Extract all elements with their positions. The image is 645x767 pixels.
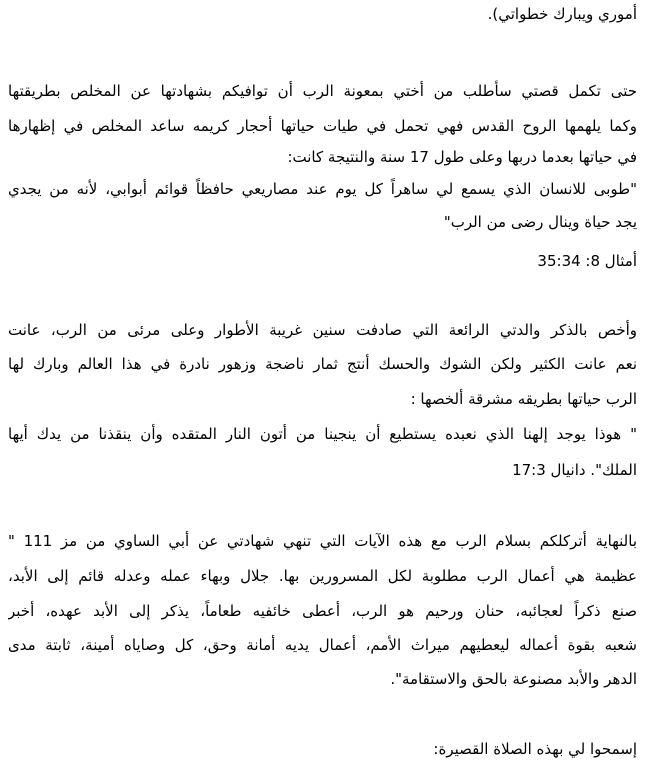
text-line: في حياتها بعدما دربها وعلى طول 17 سنة والنتيجة كانت: xyxy=(287,148,637,166)
verse-reference: الملك". دانيال 17:3 xyxy=(512,461,637,479)
text-line: إسمحوا لي بهذه الصلاة القصيرة: xyxy=(433,740,637,758)
text-line: وكما يلهمها الروح القدس فهي تحمل في طيات حياتها أحجار كريمه ساعد المخلص في إظهارها xyxy=(8,117,637,135)
text-line: يجد حياة وينال رضى من الرب" xyxy=(443,213,637,231)
verse-reference: أمثال 8: 35:34 xyxy=(537,252,637,270)
text-line: حتى تكمل قصتي سأطلب من أختي بمعونة الرب أن توافيكم بشهادتها عن المخلص بطريقتها xyxy=(8,82,637,100)
text-line: شعبه بقوة أعماله ليعطيهم ميراث الأمم، أعمال يديه أمانة وحق، كل وصاياه أمينة، ثابتة مدى xyxy=(8,636,637,654)
text-line: أموري ويبارك خطواتي). xyxy=(487,5,637,23)
text-line: "طوبى للانسان الذي يسمع لي ساهراً كل يوم عند مصاريعي حافظاً قوائم أبوابي، لأنه من يجدي xyxy=(8,180,637,198)
text-line: صنع ذكراً لعجائبه، حنان ورحيم هو الرب، أعطى خائفيه طعاماً، يذكر إلى الأبد عهده، أخبر xyxy=(8,602,637,620)
text-line: الرب حياتها بطريقه مشرقة ألخصها : xyxy=(410,390,637,408)
text-line: نعم عانت الكثير ولكن الشوك والحسك أنتج ثمار ناضجة وزهور نادرة في هذا العالم وبارك لها xyxy=(8,355,637,373)
text-line: " هوذا يوجد إلهنا الذي نعبده يستطيع أن ينجينا من أتون النار المتقده وأن ينقذنا من يدك أيها xyxy=(8,425,637,443)
text-line: عظيمة هي أعمال الرب مطلوبة لكل المسرورين بها. جلال وبهاء عمله وعدله قائم إلى الأبد، xyxy=(8,567,637,585)
text-line: الدهر والأبد مصنوعة بالحق والاستقامة". xyxy=(390,670,637,688)
text-line: بالنهاية أتركلكم بسلام الرب مع هذه الآيات التي تنهي شهادتي عن أبي الساوي من مز 111 " xyxy=(8,532,637,550)
text-line: وأخص بالذكر والدتي الرائعة التي صادفت سنين غريبة الأطوار وعلى مرئى من الرب، عانت xyxy=(8,321,637,339)
